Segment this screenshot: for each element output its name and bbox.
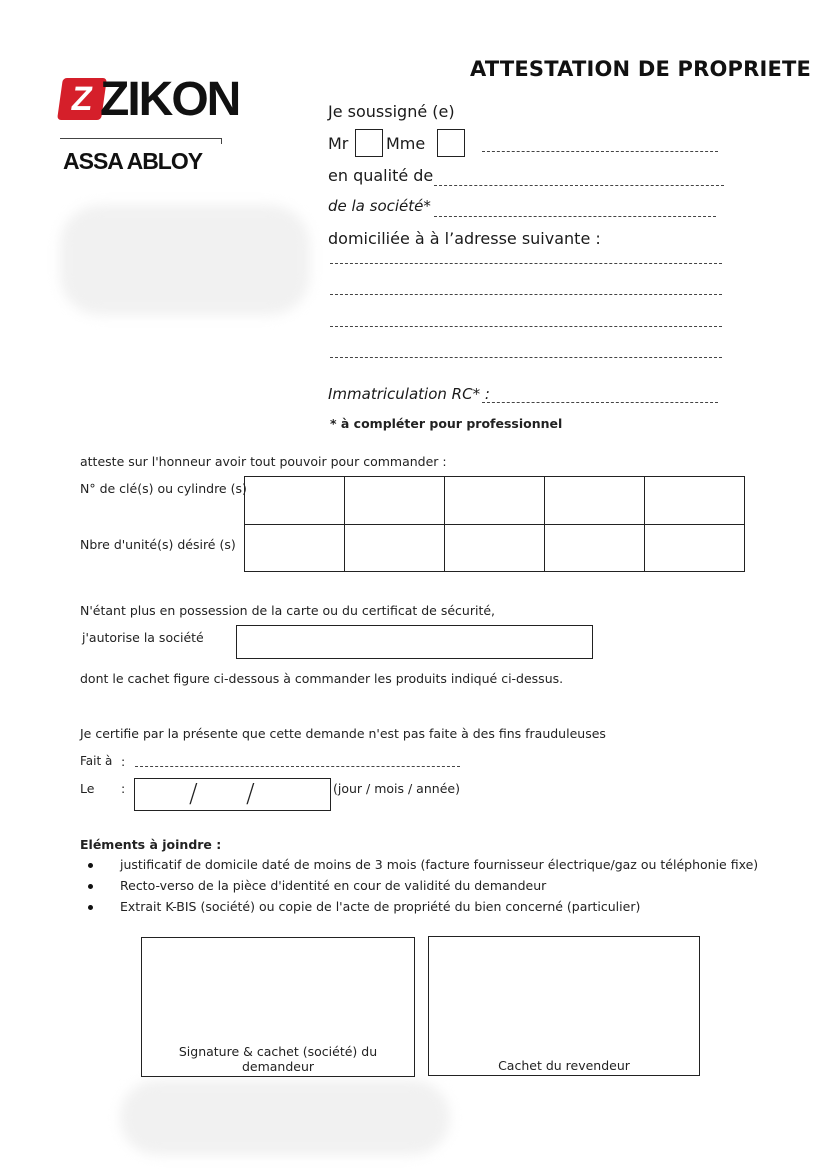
adresse-label: domiciliée à à l’adresse suivante : xyxy=(328,229,601,248)
date-field[interactable] xyxy=(134,778,331,811)
scan-smudge-bottom xyxy=(120,1080,450,1155)
immatriculation-field[interactable] xyxy=(482,402,718,403)
mr-checkbox[interactable] xyxy=(355,129,383,157)
logo-rule xyxy=(60,138,222,139)
logo xyxy=(60,73,240,176)
unite-cell-1[interactable] xyxy=(245,525,345,573)
adresse-line-3[interactable] xyxy=(330,326,722,327)
unite-cell-5[interactable] xyxy=(645,525,745,573)
mr-label: Mr xyxy=(328,134,349,153)
cle-cell-3[interactable] xyxy=(445,477,545,525)
unite-cell-3[interactable] xyxy=(445,525,545,573)
page-title: ATTESTATION DE PROPRIETE xyxy=(470,57,812,81)
elements-heading: Eléments à joindre : xyxy=(80,837,222,852)
mme-label: Mme xyxy=(386,134,426,153)
unite-cell-2[interactable] xyxy=(345,525,445,573)
scan-smudge-top-left xyxy=(60,205,310,315)
bullet-2 xyxy=(88,884,93,889)
logo-rule-tick xyxy=(221,138,222,144)
cle-cell-2[interactable] xyxy=(345,477,445,525)
element-item-3: Extrait K-BIS (société) ou copie de l'acte de propriété du bien concerné (particulier) xyxy=(120,899,641,914)
name-field[interactable] xyxy=(482,151,718,152)
cachet-revendeur-box[interactable] xyxy=(428,936,700,1076)
date-hint: (jour / mois / année) xyxy=(333,781,460,796)
autorisation-line-1: N'étant plus en possession de la carte ou du certificat de sécurité, xyxy=(80,603,496,618)
soussigne-label: Je soussigné (e) xyxy=(328,102,455,121)
logo-sub-brand: ASSA ABLOY xyxy=(63,148,203,174)
qualite-field[interactable] xyxy=(434,185,724,186)
cle-cell-4[interactable] xyxy=(545,477,645,525)
adresse-line-4[interactable] xyxy=(330,357,722,358)
adresse-line-2[interactable] xyxy=(330,294,722,295)
bullet-3 xyxy=(88,905,93,910)
adresse-line-1[interactable] xyxy=(330,263,722,264)
le-colon: : xyxy=(121,781,126,796)
row-label-cles: N° de clé(s) ou cylindre (s) xyxy=(80,481,247,496)
cle-cell-5[interactable] xyxy=(645,477,745,525)
cachet-revendeur-label: Cachet du revendeur xyxy=(498,1058,630,1073)
signature-demandeur-label: Signature & cachet (société) du demandeur xyxy=(178,1044,378,1074)
element-item-1: justificatif de domicile daté de moins de 3 mois (facture fournisseur électrique/gaz ou téléphonie fixe) xyxy=(120,857,759,872)
date-separator-2: / xyxy=(246,779,255,809)
attest-intro: atteste sur l'honneur avoir tout pouvoir pour commander : xyxy=(80,454,447,469)
fait-a-label: Fait à xyxy=(80,754,113,768)
logo-brand: ZIKON xyxy=(100,73,240,126)
le-label: Le xyxy=(80,781,95,796)
certification-text: Je certifie par la présente que cette demande n'est pas faite à des fins frauduleuses xyxy=(80,726,606,741)
fait-a-colon: : xyxy=(121,754,126,769)
autorisation-line-3: dont le cachet figure ci-dessous à commander les produits indiqué ci-dessus. xyxy=(80,671,564,686)
row-label-unites: Nbre d'unité(s) désiré (s) xyxy=(80,537,236,552)
fait-a-field[interactable] xyxy=(135,766,460,767)
societe-field[interactable] xyxy=(434,216,716,217)
logo-badge-letter: Z xyxy=(68,80,96,118)
date-separator-1: / xyxy=(189,779,198,809)
unite-cell-4[interactable] xyxy=(545,525,645,573)
societe-label: de la société* xyxy=(328,197,431,215)
cle-cell-1[interactable] xyxy=(245,477,345,525)
societe-autorisee-field[interactable] xyxy=(236,625,593,659)
signature-demandeur-box[interactable] xyxy=(141,937,415,1077)
cles-grid xyxy=(244,476,745,572)
autorisation-line-2: j'autorise la société xyxy=(82,630,204,645)
bullet-1 xyxy=(88,863,93,868)
immatriculation-label: Immatriculation RC* : xyxy=(328,385,490,403)
professional-note: * à compléter pour professionnel xyxy=(330,416,563,431)
qualite-label: en qualité de xyxy=(328,166,434,185)
element-item-2: Recto-verso de la pièce d'identité en cour de validité du demandeur xyxy=(120,878,547,893)
mme-checkbox[interactable] xyxy=(437,129,465,157)
